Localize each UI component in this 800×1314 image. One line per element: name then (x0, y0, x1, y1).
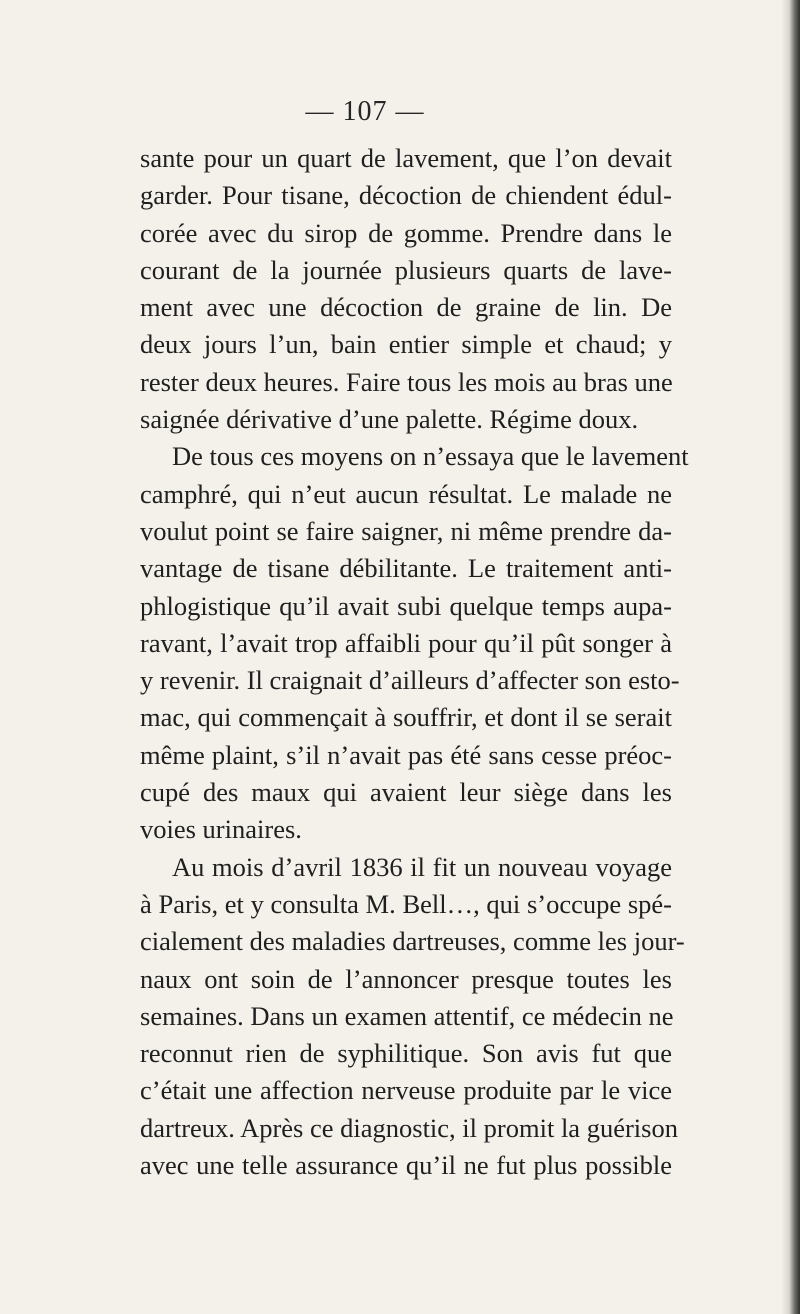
text-line: cialement des maladies dartreuses, comme les jour- (140, 926, 685, 957)
text-line: à Paris, et y consulta M. Bell…, qui s’occupe spé- (140, 888, 672, 919)
text-line: ment avec une décoction de graine de lin. De (140, 292, 672, 323)
text-line: dartreux. Après ce diagnostic, il promit la guérison (140, 1112, 678, 1143)
text-line: mac, qui commençait à souffrir, et dont il se serait (140, 702, 672, 733)
text-line: semaines. Dans un examen attentif, ce médecin ne (140, 1000, 674, 1031)
text-line: naux ont soin de l’annoncer presque toutes les (140, 963, 672, 994)
text-line: courant de la journée plusieurs quarts de lave- (140, 254, 672, 285)
page-edge-shadow (782, 0, 800, 1314)
text-line: phlogistique qu’il avait subi quelque temps aupa- (140, 590, 672, 621)
text-line: sante pour un quart de lavement, que l’on devait (140, 143, 672, 173)
text-line: saignée dérivative d’une palette. Régime doux. (140, 404, 639, 435)
text-line: ravant, l’avait trop affaibli pour qu’il pût songer à (140, 627, 672, 658)
text-line: Au mois d’avril 1836 il fit un nouveau voyage (172, 851, 672, 882)
text-line: vantage de tisane débilitante. Le traitement anti- (140, 553, 672, 584)
text-line: corée avec du sirop de gomme. Prendre dans le (140, 217, 672, 248)
text-line: deux jours l’un, bain entier simple et chaud; y (140, 329, 672, 360)
text-line: rester deux heures. Faire tous les mois au bras une (140, 366, 673, 397)
text-line: même plaint, s’il n’avait pas été sans cesse préoc- (140, 739, 672, 770)
text-line: voies urinaires. (140, 814, 302, 845)
text-line: camphré, qui n’eut aucun résultat. Le malade ne (140, 478, 672, 509)
text-line: voulut point se faire saigner, ni même prendre da- (140, 515, 672, 546)
page-number: — 107 — (305, 96, 425, 127)
text-line: reconnut rien de syphilitique. Son avis fut que (140, 1038, 672, 1069)
text-line: avec une telle assurance qu’il ne fut plus possible (140, 1150, 672, 1181)
text-line: De tous ces moyens on n’essaya que le lavement (172, 441, 689, 472)
text-line: garder. Pour tisane, décoction de chiendent édul- (140, 180, 672, 211)
text-line: y revenir. Il craignait d’ailleurs d’affecter son esto- (140, 665, 680, 696)
body-text (140, 140, 689, 1184)
text-line: c’était une affection nerveuse produite par le vice (140, 1075, 672, 1106)
text-line: cupé des maux qui avaient leur siège dans les (140, 777, 672, 808)
